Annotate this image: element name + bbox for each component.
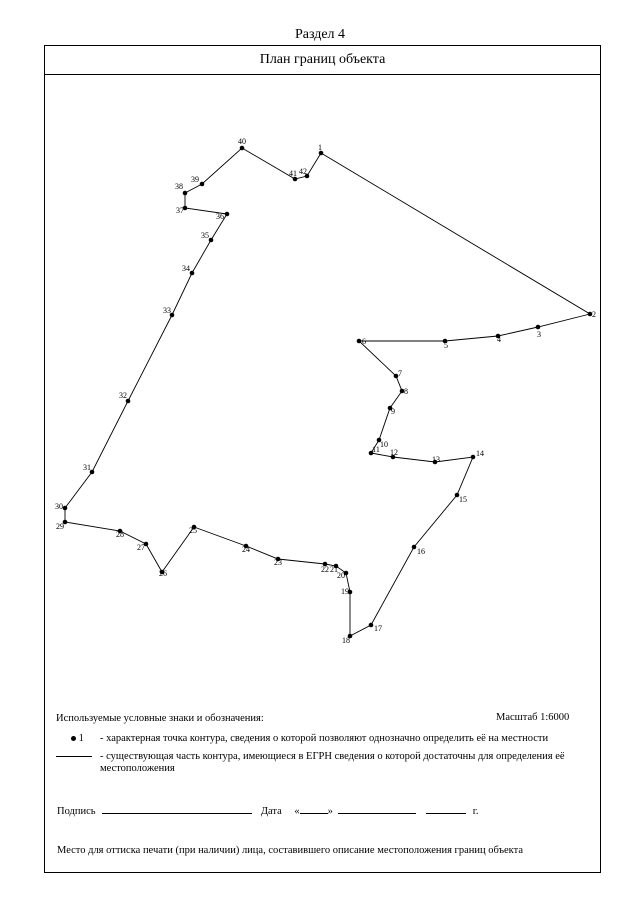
boundary-point-label-3: 3 [537,330,541,339]
boundary-point-35 [209,238,214,243]
quote-close: » [327,806,333,817]
boundary-point-label-10: 10 [380,440,388,449]
legend-line-symbol [56,751,96,762]
boundary-point-label-41: 41 [289,169,297,178]
boundary-point-label-28: 28 [116,530,124,539]
boundary-points [55,137,596,645]
boundary-point-label-35: 35 [201,231,209,240]
sign-label: Подпись [57,806,96,817]
boundary-point-label-15: 15 [459,495,467,504]
boundary-point-label-19: 19 [341,587,349,596]
boundary-point-label-31: 31 [83,463,91,472]
boundary-point-label-22: 22 [321,565,329,574]
boundary-point-label-4: 4 [497,335,501,344]
date-label: Дата [260,806,282,817]
boundary-point-label-24: 24 [242,545,250,554]
section-title: Раздел 4 [294,27,346,42]
month-field[interactable] [338,803,416,814]
boundary-point-3 [536,325,541,330]
boundary-point-label-2: 2 [592,310,596,319]
legend-heading: Используемые условные знаки и обозначения: [56,713,264,724]
boundary-point-label-6: 6 [362,337,366,346]
signature-field[interactable] [102,803,252,814]
year-suffix: г. [472,806,479,817]
boundary-point-label-20: 20 [337,571,345,580]
boundary-point-label-33: 33 [163,306,171,315]
boundary-point-label-17: 17 [374,624,382,633]
boundary-point-34 [190,271,195,276]
boundary-point-label-18: 18 [342,636,350,645]
boundary-point-label-23: 23 [274,558,282,567]
boundary-point-39 [200,182,205,187]
boundary-point-17 [369,623,374,628]
boundary-point-label-30: 30 [55,502,63,511]
boundary-point-label-37: 37 [176,206,184,215]
boundary-point-label-7: 7 [398,369,402,378]
boundary-point-label-13: 13 [432,455,440,464]
boundary-point-label-21: 21 [330,565,338,574]
year-field[interactable] [426,803,466,814]
boundary-point-label-5: 5 [444,341,448,350]
boundary-point-30 [63,506,68,511]
boundary-point-label-16: 16 [417,547,425,556]
boundary-point-label-32: 32 [119,391,127,400]
boundary-point-38 [183,191,188,196]
point-dot-icon [71,736,76,741]
scale-label: Масштаб 1:6000 [496,712,570,723]
boundary-point-label-25: 25 [189,526,197,535]
boundary-point-label-40: 40 [238,137,246,146]
boundary-contour [65,148,590,636]
boundary-point-label-38: 38 [175,182,183,191]
boundary-point-14 [471,455,476,460]
legend-point-number: 1 [78,733,84,744]
quote-open: « [294,806,300,817]
boundary-point-label-8: 8 [404,387,408,396]
legend-point-symbol [56,733,96,744]
boundary-point-label-29: 29 [56,522,64,531]
boundary-point-40 [240,146,245,151]
boundary-point-6 [357,339,362,344]
signature-row [57,803,479,817]
boundary-point-label-1: 1 [318,143,322,152]
boundary-point-label-34: 34 [182,264,190,273]
boundary-point-label-26: 26 [159,569,167,578]
boundary-point-label-14: 14 [476,449,484,458]
boundary-point-label-39: 39 [191,175,199,184]
boundary-point-label-11: 11 [372,445,380,454]
legend-point-text: - характерная точка контура, сведения о которой позволяют однозначно определить её на местности [100,733,549,744]
legend-line-text: - существующая часть контура, имеющиеся в ЕГРН сведения о которой достаточны для определения её местоположения [100,751,565,774]
boundary-point-label-12: 12 [390,448,398,457]
boundary-point-36 [225,212,230,217]
day-field[interactable] [300,803,328,814]
plan-title: План границ объекта [45,46,600,75]
boundary-point-16 [412,545,417,550]
boundary-point-label-9: 9 [391,407,395,416]
stamp-note: Место для оттиска печати (при наличии) лица, составившего описание местоположения границ объекта [57,845,524,856]
boundary-point-label-36: 36 [216,212,224,221]
contour-line-icon [56,756,92,757]
boundary-point-label-42: 42 [299,167,307,176]
boundary-point-label-27: 27 [137,543,145,552]
